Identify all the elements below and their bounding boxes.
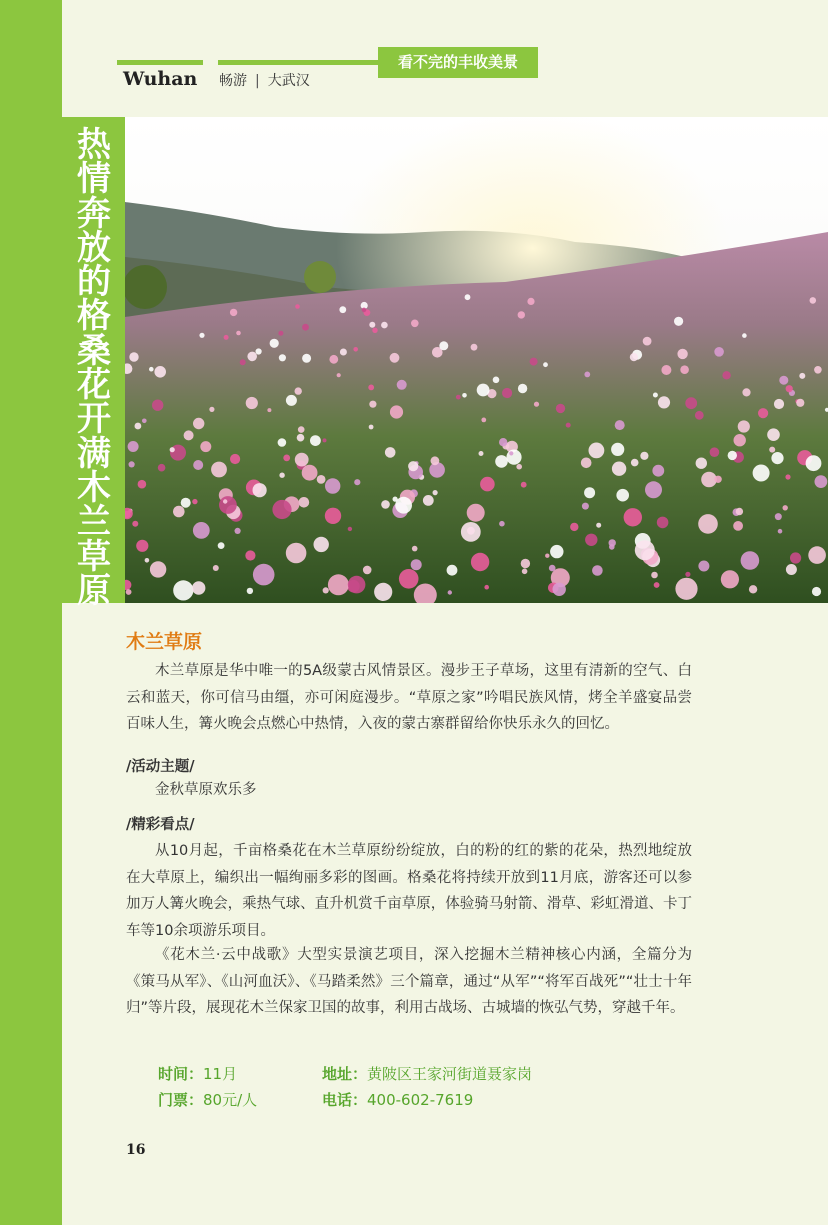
flower-dot (390, 405, 403, 418)
flower-dot (698, 561, 709, 572)
flower-dot (128, 441, 139, 452)
flower-dot (738, 420, 750, 432)
flower-dot (814, 366, 822, 374)
flower-dot (786, 564, 797, 575)
flower-dot (733, 521, 743, 531)
subnav-right: 大武汉 (267, 73, 310, 89)
flower-dot (477, 384, 490, 397)
flower-dot (714, 347, 724, 357)
flower-dot (411, 559, 422, 570)
flower-dot (218, 542, 225, 549)
flower-dot (408, 461, 418, 471)
flower-dot (585, 534, 597, 546)
flower-dot (192, 499, 197, 504)
flower-dot (545, 554, 549, 558)
flower-dot (657, 517, 669, 529)
flower-dot (815, 475, 828, 488)
flower-dot (728, 451, 737, 460)
flower-dot (193, 522, 210, 539)
flower-dot (411, 320, 419, 328)
flower-dot (314, 537, 329, 552)
flower-dot (295, 453, 309, 467)
flower-dot (808, 546, 826, 564)
brand-name: Wuhan (123, 68, 198, 90)
flower-dot (481, 418, 486, 423)
flower-dot (181, 498, 191, 508)
highlight-paragraph-2: 《花木兰·云中战歌》大型实景演艺项目，深入挖掘木兰精神核心内涵，全篇分为《策马从军》、《山河血沃》、《马踏柔然》三个篇章，通过“从军”“将军百战死”“壮士十年归”等片段，展现花木兰保家卫国的故事，利用古战场、古城墙的恢弘气势，穿越千年。 (126, 947, 692, 1016)
flower-dot (340, 349, 347, 356)
flower-dot (721, 570, 739, 588)
left-accent-bar (0, 0, 62, 1225)
flower-dot (224, 335, 229, 340)
flower-dot (775, 513, 782, 520)
flower-dot (213, 565, 219, 571)
flower-dot (278, 331, 283, 336)
flower-dot (247, 588, 253, 594)
flower-dot (651, 572, 658, 579)
highlight-label: /精彩看点/ (126, 816, 195, 833)
flower-dot (246, 397, 258, 409)
flower-dot (518, 311, 525, 318)
flower-dot (297, 434, 305, 442)
flower-dot (328, 574, 349, 595)
flower-dot (592, 565, 603, 576)
flower-dot (170, 445, 186, 461)
intro-paragraph: 木兰草原是华中唯一的5A级蒙古风情景区。漫步王子草场，这里有清新的空气、白云和蓝天，你可信马由缰，亦可闲庭漫步。“草原之家”吟唱民族风情，烤全羊盛宴品尝百味人生，篝火晚会点燃心中热情，入夜的蒙古寨群留给你快乐永久的回忆。 (126, 663, 692, 732)
flower-dot (685, 572, 690, 577)
info-time-label: 时间： (158, 1065, 204, 1083)
flower-dot (150, 561, 166, 577)
flower-dot (499, 521, 505, 527)
flower-dot (549, 565, 556, 572)
flower-dot (279, 473, 284, 478)
flower-dot (783, 505, 788, 510)
section-heading: 木兰草原 (126, 631, 203, 653)
flower-dot (369, 322, 375, 328)
info-phone (322, 1089, 473, 1110)
flower-dot (170, 447, 175, 452)
flower-dot (369, 401, 376, 408)
flower-dot (173, 506, 185, 518)
flower-dot (245, 550, 255, 560)
flower-dot (235, 528, 241, 534)
flower-dot (661, 365, 671, 375)
flower-dot (193, 460, 203, 470)
flower-dot (806, 455, 822, 471)
flower-dot (630, 353, 638, 361)
flower-dot (211, 462, 227, 478)
flower-dot (129, 461, 135, 467)
flower-dot (518, 384, 527, 393)
flower-dot (471, 553, 489, 571)
flower-dot (145, 558, 150, 563)
flower-dot (138, 480, 147, 489)
flower-dot (302, 465, 318, 481)
flower-dot (362, 308, 367, 313)
flower-dot (584, 487, 595, 498)
header-rule-right (218, 60, 378, 65)
flower-dot (589, 443, 605, 459)
flower-dot (654, 582, 660, 588)
flower-dot (152, 400, 163, 411)
flower-dot (136, 540, 148, 552)
flower-dot (710, 447, 720, 457)
info-ticket-value: 80元/人 (203, 1091, 258, 1109)
flower-dot (423, 495, 434, 506)
flower-dot (253, 483, 267, 497)
flower-dot (329, 355, 338, 364)
flower-dot (412, 546, 418, 552)
flower-dot (698, 514, 718, 534)
flower-dot (219, 496, 237, 514)
info-address-label: 地址： (322, 1065, 368, 1083)
flower-dot (509, 451, 513, 455)
flower-dot (495, 455, 508, 468)
flower-dot (192, 581, 205, 594)
flower-dot (570, 523, 578, 531)
flower-dot (135, 423, 142, 430)
flower-dot (302, 354, 311, 363)
flower-dot (193, 418, 204, 429)
flower-dot (348, 576, 366, 594)
flower-dot (534, 402, 539, 407)
flower-dot (769, 447, 775, 453)
flower-dot (685, 397, 697, 409)
flower-dot (353, 347, 358, 352)
flower-dot (240, 359, 246, 365)
flower-dot (369, 425, 374, 430)
flower-dot (230, 454, 240, 464)
info-time (158, 1063, 237, 1084)
header-tagline: 看不完的丰收美景 (378, 47, 538, 78)
flower-dot (279, 354, 286, 361)
flower-dot (543, 362, 548, 367)
flower-dot (584, 372, 590, 378)
flower-dot (372, 328, 377, 333)
flower-dot (465, 294, 471, 300)
flower-dot (158, 464, 166, 472)
theme-label: /活动主题/ (126, 758, 195, 775)
vertical-title: 热情奔放的格桑花开满木兰草原 (77, 125, 111, 611)
flower-dot (499, 438, 507, 446)
flower-dot (461, 522, 481, 542)
flower-dot (173, 580, 193, 600)
flower-dot (779, 376, 788, 385)
flower-dot (230, 309, 237, 316)
flower-dot (374, 583, 392, 601)
info-ticket-label: 门票： (158, 1091, 204, 1109)
subnav-left: 畅游 (219, 73, 247, 89)
flower-dot (521, 559, 530, 568)
flower-dot (286, 543, 307, 564)
flower-dot (154, 366, 166, 378)
flower-dot (149, 367, 154, 372)
subnav-separator: | (255, 73, 260, 89)
flower-dot (299, 497, 310, 508)
flower-dot (734, 434, 746, 446)
flower-dot (506, 450, 521, 465)
flower-dot (390, 353, 400, 363)
flower-dot (439, 341, 448, 350)
flower-dot (643, 337, 652, 346)
flower-dot (323, 587, 329, 593)
flower-dot (785, 474, 790, 479)
flower-dot (609, 544, 615, 550)
flower-dot (742, 333, 747, 338)
flower-dot (283, 455, 290, 462)
flower-dot (790, 552, 801, 563)
info-address (322, 1063, 532, 1084)
flower-dot (522, 569, 528, 575)
flower-dot (325, 508, 341, 524)
flower-dot (566, 423, 571, 428)
flower-dot (467, 504, 485, 522)
flower-dot (302, 324, 309, 331)
flower-dot (479, 451, 484, 456)
flower-dot (714, 476, 721, 483)
flower-dot (200, 441, 211, 452)
flower-dot (339, 306, 346, 313)
flower-dot (550, 545, 563, 558)
page-number: 16 (126, 1142, 146, 1158)
flower-dot (749, 585, 757, 593)
flower-dot (295, 304, 300, 309)
flower-dot (253, 564, 275, 586)
flower-dot (267, 408, 271, 412)
flower-dot (553, 583, 566, 596)
flower-dot (778, 529, 783, 534)
flower-dot (129, 352, 138, 361)
flower-field-photo (125, 117, 828, 603)
flower-dot (616, 489, 629, 502)
flower-dot (615, 420, 625, 430)
flower-dot (658, 396, 670, 408)
flower-dot (645, 481, 662, 498)
flower-dot (774, 399, 784, 409)
flower-dot (799, 373, 805, 379)
flower-dot (581, 458, 592, 469)
flower-dot (771, 452, 783, 464)
flower-dot (742, 388, 750, 396)
flower-dot (295, 387, 302, 394)
flower-dot (337, 373, 341, 377)
flower-dot (530, 358, 538, 366)
flower-dot (521, 482, 527, 488)
flower-dot (142, 419, 147, 424)
header-rule-left (117, 60, 203, 65)
flower-dot (675, 578, 697, 600)
flower-dot (696, 458, 707, 469)
flower-dot (381, 322, 388, 329)
flower-dot (680, 365, 689, 374)
flower-dot (397, 380, 407, 390)
info-ticket (158, 1089, 257, 1110)
flower-dot (677, 349, 687, 359)
flower-dot (385, 447, 396, 458)
flower-dot (611, 443, 624, 456)
flower-dot (471, 344, 478, 351)
flower-dot (812, 587, 821, 596)
flower-dot (653, 393, 658, 398)
flower-dot (810, 297, 817, 304)
flower-dot (448, 590, 452, 594)
flower-dot (484, 585, 489, 590)
flower-dot (516, 464, 522, 470)
flower-dot (736, 508, 743, 515)
flower-dot (132, 521, 138, 527)
flower-dot (325, 478, 340, 493)
flower-dot (753, 465, 770, 482)
flower-dot (433, 490, 438, 495)
flower-dot (317, 475, 326, 484)
flower-dot (767, 428, 780, 441)
flower-dot (310, 435, 321, 446)
flower-dot (786, 385, 793, 392)
highlight-paragraph-1: 从10月起，千亩格桑花在木兰草原纷纷绽放，白的粉的红的紫的花朵，热烈地绽放在大草原上，编织出一幅绚丽多彩的图画。格桑花将持续开放到11月底，游客还可以参加万人篝火晚会，乘热气球、直升机赏千亩草原，体验骑马射箭、滑草、彩虹滑道、卡丁车等10余项游乐项目。 (126, 843, 692, 939)
theme-text: 金秋草原欢乐多 (155, 782, 257, 798)
flower-dot (527, 298, 534, 305)
flower-dot (209, 407, 214, 412)
flower-dot (502, 388, 512, 398)
flower-dot (247, 352, 257, 362)
flower-dot (631, 459, 639, 467)
flower-dot (462, 393, 467, 398)
flower-dot (223, 499, 227, 503)
flower-dot (399, 569, 419, 589)
flower-dot (363, 566, 372, 575)
flower-dot (652, 465, 664, 477)
flower-dot (256, 348, 262, 354)
flower-dot (286, 395, 297, 406)
flower-dot (635, 540, 655, 560)
flower-dot (354, 479, 360, 485)
flower-dot (447, 565, 458, 576)
flower-dot (431, 456, 440, 465)
flower-dot (722, 371, 730, 379)
flower-dot (323, 438, 327, 442)
flower-dot (640, 452, 648, 460)
flower-dot (758, 408, 768, 418)
info-time-value: 11月 (203, 1065, 238, 1083)
flower-dot (298, 426, 305, 433)
flower-dot (695, 411, 704, 420)
flower-dot (348, 527, 352, 531)
flower-dot (126, 589, 132, 595)
flower-dot (624, 508, 642, 526)
flower-dot (556, 404, 565, 413)
flower-dot (456, 395, 461, 400)
flower-dot (368, 385, 374, 391)
flower-dot (674, 317, 683, 326)
flower-dot (270, 339, 279, 348)
info-phone-label: 电话： (322, 1091, 368, 1109)
flower-dot (612, 462, 626, 476)
flower-dot (395, 497, 412, 514)
flower-dot (596, 523, 601, 528)
flower-dot (493, 377, 500, 384)
info-phone-value: 400-602-7619 (367, 1091, 474, 1109)
flower-dot (236, 331, 241, 336)
flower-field-illustration (125, 117, 828, 603)
flower-dot (480, 477, 495, 492)
flower-dot (199, 333, 204, 338)
flower-dot (381, 500, 390, 509)
flower-dot (741, 551, 760, 570)
flower-dot (272, 500, 291, 519)
flower-dot (796, 399, 804, 407)
info-address-value: 黄陂区王家河街道聂家岗 (367, 1065, 533, 1083)
flower-dot (582, 503, 589, 510)
flower-dot (278, 438, 287, 447)
flower-dot (184, 430, 194, 440)
header-subnav (219, 70, 310, 90)
